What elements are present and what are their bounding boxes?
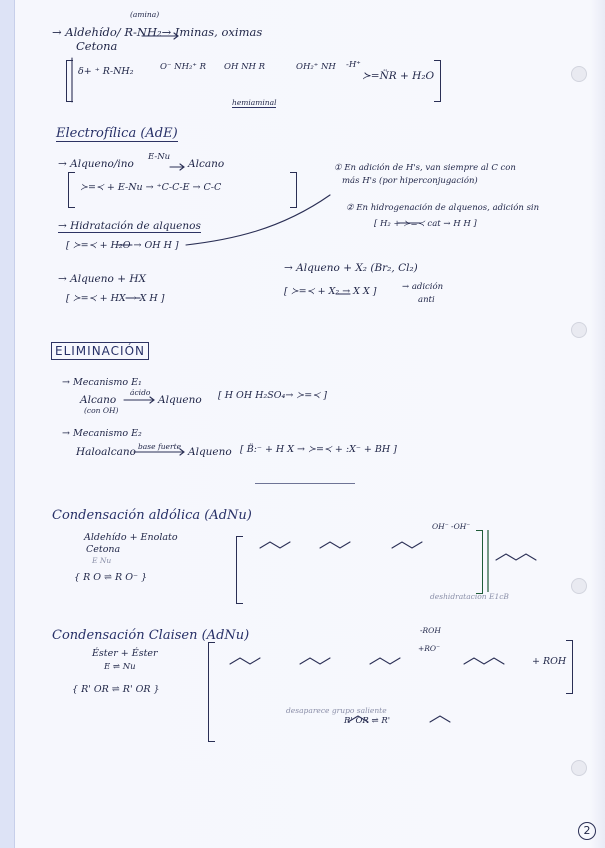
rule-note-equation: [ H₂ + ≻=≺ cat → H H ] (374, 219, 477, 229)
reagent-label: E-Nu (148, 152, 171, 162)
aldol-dehydration-note: deshidratación E1cB (430, 592, 509, 601)
rule-note: ① En adición de H's, van siempre al C con (334, 163, 516, 173)
section-title-claisen: Condensación Claisen (AdNu) (52, 628, 250, 643)
claisen-reagent: +RO⁻ (418, 644, 441, 653)
mechanism-step: ≻=≺ + E-Nu → ⁺C-C-E → C-C (80, 182, 222, 193)
aldol-enolate-equilibrium: { R O ⇌ R O⁻ } (74, 572, 148, 583)
mechanism-step: O⁻ NH₂⁺ R (160, 62, 207, 72)
claisen-equilibrium: { R' OR ⇌ R' OR } (72, 684, 160, 695)
hx-label: → Alqueno + HX (58, 273, 146, 285)
mechanism-step: OH₂⁺ NH (296, 62, 336, 72)
e2-product: Alqueno (188, 446, 232, 458)
alkene-label: → Alqueno/ino (58, 158, 134, 170)
imine-heading: → Aldehído/ R-NH₂→ Iminas, oximas (52, 25, 263, 39)
aldol-note: OH⁻ -OH⁻ (432, 522, 471, 531)
claisen-reactants: Éster + Éster (92, 648, 158, 659)
section-title-electrophilic: Electrofílica (AdE) (56, 126, 178, 141)
e2-reagent: base fuerte (138, 442, 182, 451)
e1-reagent: ácido (130, 388, 151, 397)
claisen-reagent: -ROH (420, 626, 441, 635)
e1-label: → Mecanismo E₁ (62, 377, 142, 388)
x2-mechanism: [ ≻=≺ + X₂ → X X ] (284, 286, 377, 297)
imine-heading-sub: Cetona (76, 39, 118, 53)
aldol-reactants: Aldehído + Enolato (84, 532, 178, 543)
hemiaminal-label: hemiaminal (232, 98, 277, 107)
aldol-reactants-sub: Cetona (86, 544, 121, 555)
mechanism-step: -H⁺ (346, 60, 361, 70)
hydration-label: → Hidratación de alquenos (58, 220, 201, 232)
anti-addition-note: anti (418, 295, 435, 305)
anti-addition-note: → adición (402, 282, 444, 292)
mechanism-product: ≻=N̈R + H₂O (362, 70, 435, 82)
rule-note: más H's (por hiperconjugación) (342, 176, 478, 186)
claisen-bottom-equation: R' OR ⇌ R' (344, 716, 391, 726)
reagent-note: (amina) (130, 10, 160, 19)
product-label: Alcano (188, 158, 225, 170)
x2-label: → Alqueno + X₂ (Br₂, Cl₂) (284, 262, 418, 274)
e1-reactant-note: (con OH) (84, 406, 119, 415)
e2-reactant: Haloalcano (76, 446, 136, 458)
e2-mechanism: [ B̈:⁻ + H X → ≻=≺ + :X⁻ + BH ] (240, 444, 397, 455)
mechanism-step: OH NH R (224, 62, 266, 72)
section-title-elimination: ELIMINACIÓN (51, 342, 149, 360)
section-title-aldol: Condensación aldólica (AdNu) (52, 508, 252, 523)
aldol-roles: E Nu (92, 556, 112, 565)
claisen-leaving-note: desaparece grupo saliente (286, 706, 387, 715)
rule-note: ② En hidrogenación de alquenos, adición sin (346, 203, 540, 213)
e1-reactant: Alcano (80, 394, 117, 406)
e2-label: → Mecanismo E₂ (62, 428, 142, 439)
hydration-mechanism: [ ≻=≺ + H₂O → OH H ] (66, 240, 179, 251)
claisen-product: + ROH (532, 656, 567, 667)
e1-mechanism: [ H OH H₂SO₄→ ≻=≺ ] (218, 390, 327, 401)
hx-mechanism: [ ≻=≺ + HX → X H ] (66, 293, 165, 304)
e1-product: Alqueno (158, 394, 202, 406)
page-number: 2 (578, 822, 596, 840)
claisen-roles: E ⇌ Nu (104, 662, 136, 672)
mechanism-step: δ+ ⁺ R-NH₂ (78, 66, 134, 77)
